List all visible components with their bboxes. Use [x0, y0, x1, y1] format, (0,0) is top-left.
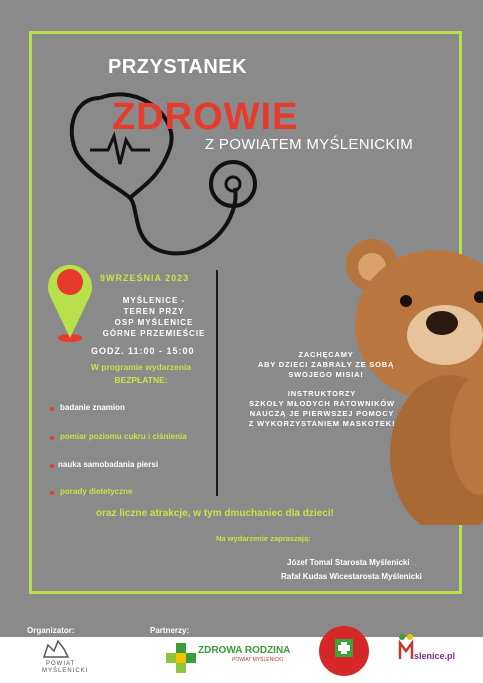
- host-name: Rafał Kudas Wicestarosta Myślenicki: [281, 572, 422, 581]
- partner-name: slenice.pl: [414, 651, 456, 661]
- myslenice-logo-icon: [396, 633, 416, 663]
- text-line: INSTRUKTORZY: [287, 389, 357, 398]
- partner-name: ZDROWA RODZINA: [198, 645, 291, 656]
- list-item: porady dietetyczne: [60, 487, 133, 496]
- powiat-logo-icon: [40, 639, 70, 663]
- text-line: ZACHĘCAMY: [298, 350, 354, 359]
- list-item: badanie znamion: [60, 403, 125, 412]
- title-line3: Z POWIATEM MYŚLENICKIM: [205, 136, 414, 153]
- location-pin-icon: [46, 258, 94, 344]
- place-line: GÓRNE PRZEMIEŚCIE: [102, 329, 206, 338]
- text-line: SZKOŁY MŁODYCH RATOWNIKÓW: [249, 399, 395, 408]
- place-line: MYŚLENICE -: [122, 296, 186, 305]
- partners-label: Partnerzy:: [150, 626, 190, 635]
- program-free: BEZPŁATNE:: [114, 375, 168, 385]
- ratownicy-logo-icon: [318, 625, 370, 677]
- invite-label: Na wydarzenie zapraszają:: [216, 534, 311, 543]
- bullet-icon: [50, 464, 54, 468]
- event-place: [90, 295, 218, 339]
- encourage-text: [226, 350, 426, 380]
- list-item: pomiar poziomu cukru i ciśnienia: [60, 432, 187, 441]
- title-line2: ZDROWIE: [112, 96, 299, 138]
- place-line: TEREN PRZY: [123, 307, 185, 316]
- org-logo-text: POWIAT: [46, 661, 76, 667]
- event-time: GODZ. 11:00 - 15:00: [91, 346, 195, 356]
- host-name: Józef Tomal Starosta Myślenicki: [287, 558, 410, 567]
- bullet-icon: [50, 491, 54, 495]
- zdrowa-rodzina-logo-icon: [164, 641, 200, 677]
- text-line: SWOJEGO MISIA!: [288, 370, 364, 379]
- organizer-label: Organizator:: [27, 626, 75, 635]
- extra-attractions: oraz liczne atrakcje, w tym dmuchaniec dla dzieci!: [96, 508, 334, 519]
- text-line: ABY DZIECI ZABRAŁY ZE SOBĄ: [257, 360, 395, 369]
- title-line1: PRZYSTANEK: [108, 56, 248, 78]
- logo-strip: [0, 637, 483, 683]
- divider: [216, 270, 218, 496]
- bullet-icon: [50, 436, 54, 440]
- bullet-icon: [50, 407, 54, 411]
- partner-sub: POWIAT MYŚLENICKI: [232, 657, 283, 663]
- instructors-text: [222, 389, 422, 429]
- org-logo-text: MYŚLENICKI: [42, 668, 89, 674]
- text-line: Z WYKORZYSTANIEM MASKOTEK!: [248, 419, 396, 428]
- text-line: NAUCZĄ JE PIERWSZEJ POMOCY: [249, 409, 395, 418]
- list-item: nauka samobadania piersi: [58, 460, 159, 469]
- event-date: 9WRZEŚNIA 2023: [100, 273, 190, 283]
- program-intro: W programie wydarzenia: [90, 362, 192, 372]
- place-line: OSP MYŚLENICE: [114, 318, 194, 327]
